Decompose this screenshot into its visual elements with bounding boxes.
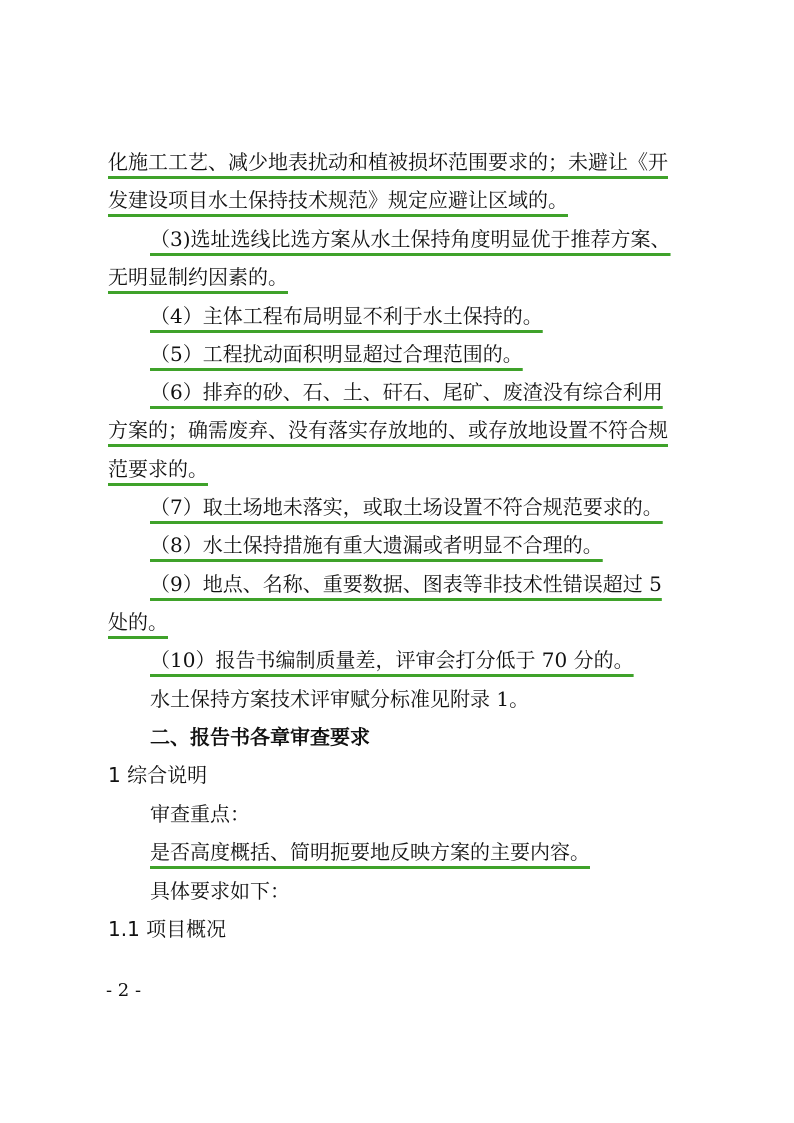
list-item-6: （6）排弃的砂、石、土、矸石、尾矿、废渣没有综合利用 [150,380,663,404]
list-item-8: （8）水土保持措施有重大遗漏或者明显不合理的。 [150,533,603,557]
paragraph-line: 化施工工艺、减少地表扰动和植被损坏范围要求的；未避让《开 [108,150,668,174]
list-item-7: （7）取土场地未落实，或取土场设置不符合规范要求的。 [150,495,663,519]
section-heading: 二、报告书各章审查要求 [150,725,370,749]
paragraph-line: 发建设项目水土保持技术规范》规定应避让区域的。 [108,188,568,212]
subsection-heading: 1.1 项目概况 [108,917,227,941]
list-item-5: （5）工程扰动面积明显超过合理范围的。 [150,342,523,366]
list-item-4: （4）主体工程布局明显不利于水土保持的。 [150,304,543,328]
subsection-heading: 1 综合说明 [108,763,208,787]
list-item-9: （9）地点、名称、重要数据、图表等非技术性错误超过 5 [150,572,662,596]
list-item-3: （3)选址选线比选方案从水土保持角度明显优于推荐方案、 [150,227,671,251]
appendix-note: 水土保持方案技术评审赋分标准见附录 1。 [150,687,530,711]
paragraph-line: 方案的；确需废弃、没有落实存放地的、或存放地设置不符合规 [108,418,668,442]
paragraph-line: 处的。 [108,610,168,634]
review-focus-label: 审查重点： [150,802,250,826]
review-focus-text: 是否高度概括、简明扼要地反映方案的主要内容。 [150,840,590,864]
requirements-label: 具体要求如下： [150,879,290,903]
paragraph-line: 范要求的。 [108,457,208,481]
list-item-10: （10）报告书编制质量差，评审会打分低于 70 分的。 [150,648,634,672]
page-number: - 2 - [106,980,142,1001]
paragraph-line: 无明显制约因素的。 [108,265,288,289]
